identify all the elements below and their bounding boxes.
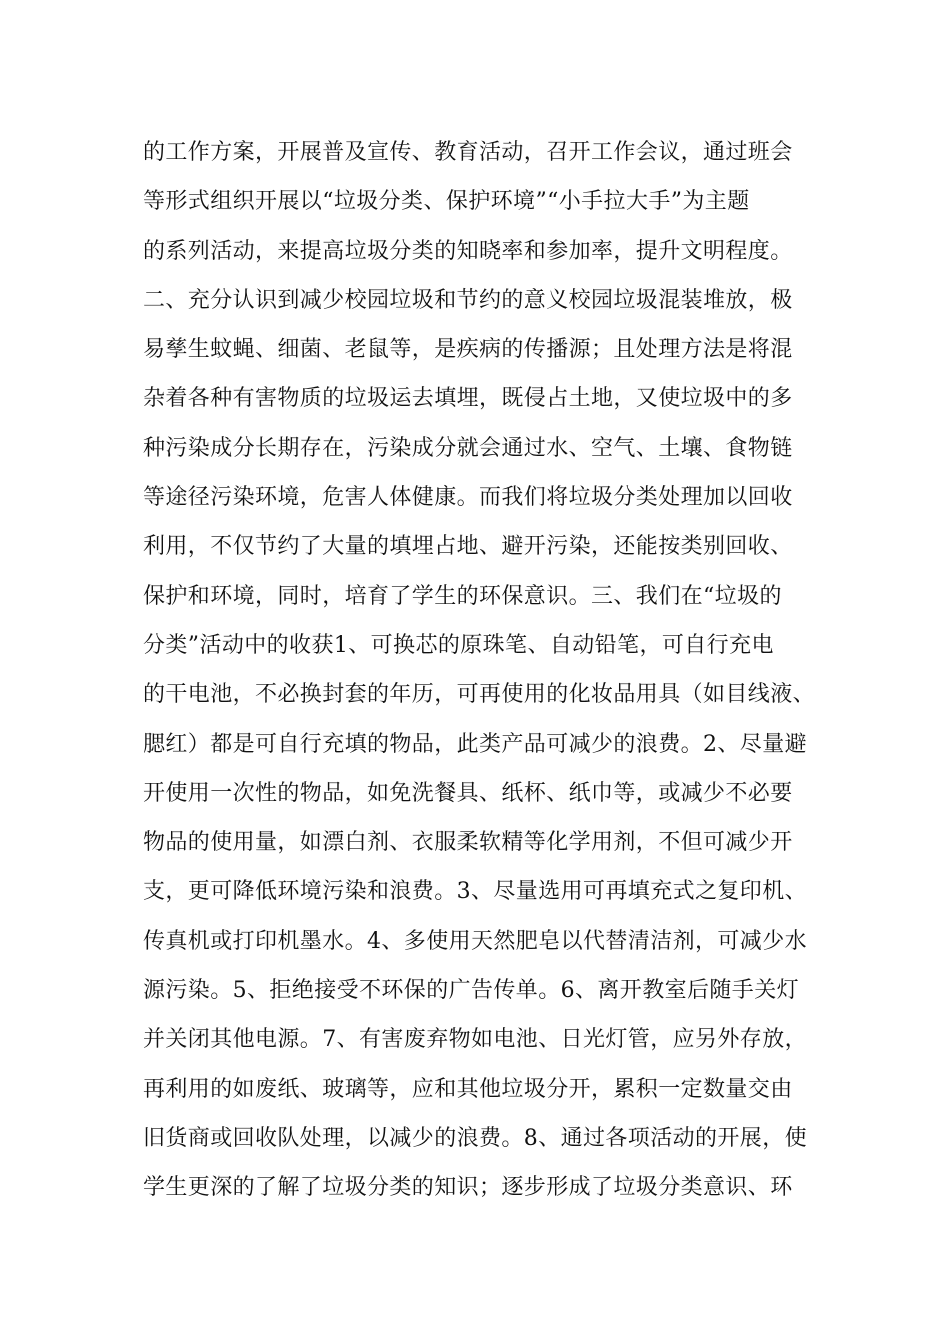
text-line: 支，更可降低环境污染和浪费。3、尽量选用可再填充式之复印机、 — [143, 879, 807, 905]
text-line: 的系列活动，来提高垃圾分类的知晓率和参加率，提升文明程度。 — [143, 238, 793, 264]
text-line: 旧货商或回收队处理，以减少的浪费。8、通过各项活动的开展，使 — [143, 1125, 807, 1151]
text-line: 等途径污染环境，危害人体健康。而我们将垃圾分类处理加以回收 — [143, 485, 793, 511]
text-line: 保护和环境，同时，培育了学生的环保意识。三、我们在“垃圾的 — [143, 583, 782, 609]
text-line: 传真机或打印机墨水。4、多使用天然肥皂以代替清洁剂，可减少水 — [143, 928, 807, 954]
text-line: 易孳生蚊蝇、细菌、老鼠等，是疾病的传播源；且处理方法是将混 — [143, 337, 793, 363]
text-line: 物品的使用量，如漂白剂、衣服柔软精等化学用剂，不但可减少开 — [143, 830, 793, 856]
text-line: 分类”活动中的收获1、可换芯的原珠笔、自动铅笔，可自行充电 — [143, 632, 774, 658]
text-line: 等形式组织开展以“垃圾分类、保护环境”“小手拉大手”为主题 — [143, 189, 750, 215]
text-line: 二、充分认识到减少校园垃圾和节约的意义校园垃圾混装堆放，极 — [143, 287, 793, 313]
text-line: 腮红）都是可自行充填的物品，此类产品可减少的浪费。2、尽量避 — [143, 731, 807, 757]
text-line: 的工作方案，开展普及宣传、教育活动，召开工作会议，通过班会 — [143, 140, 793, 165]
text-line: 利用，不仅节约了大量的填埋占地、避开污染，还能按类别回收、 — [143, 534, 793, 560]
text-line: 源污染。5、拒绝接受不环保的广告传单。6、离开教室后随手关灯 — [143, 978, 799, 1004]
text-line: 开使用一次性的物品，如免洗餐具、纸杯、纸巾等，或减少不必要 — [143, 780, 793, 806]
text-line: 的干电池，不必换封套的年历，可再使用的化妆品用具（如目线液、 — [143, 682, 816, 708]
text-line: 种污染成分长期存在，污染成分就会通过水、空气、土壤、食物链 — [143, 435, 793, 461]
text-line: 杂着各种有害物质的垃圾运去填埋，既侵占土地，又使垃圾中的多 — [143, 386, 793, 412]
text-line: 再利用的如废纸、玻璃等，应和其他垃圾分开，累积一定数量交由 — [143, 1076, 793, 1102]
text-line: 并关闭其他电源。7、有害废弃物如电池、日光灯管，应另外存放， — [143, 1027, 807, 1053]
text-line: 学生更深的了解了垃圾分类的知识；逐步形成了垃圾分类意识、环 — [143, 1175, 793, 1201]
body-text — [143, 134, 833, 1219]
